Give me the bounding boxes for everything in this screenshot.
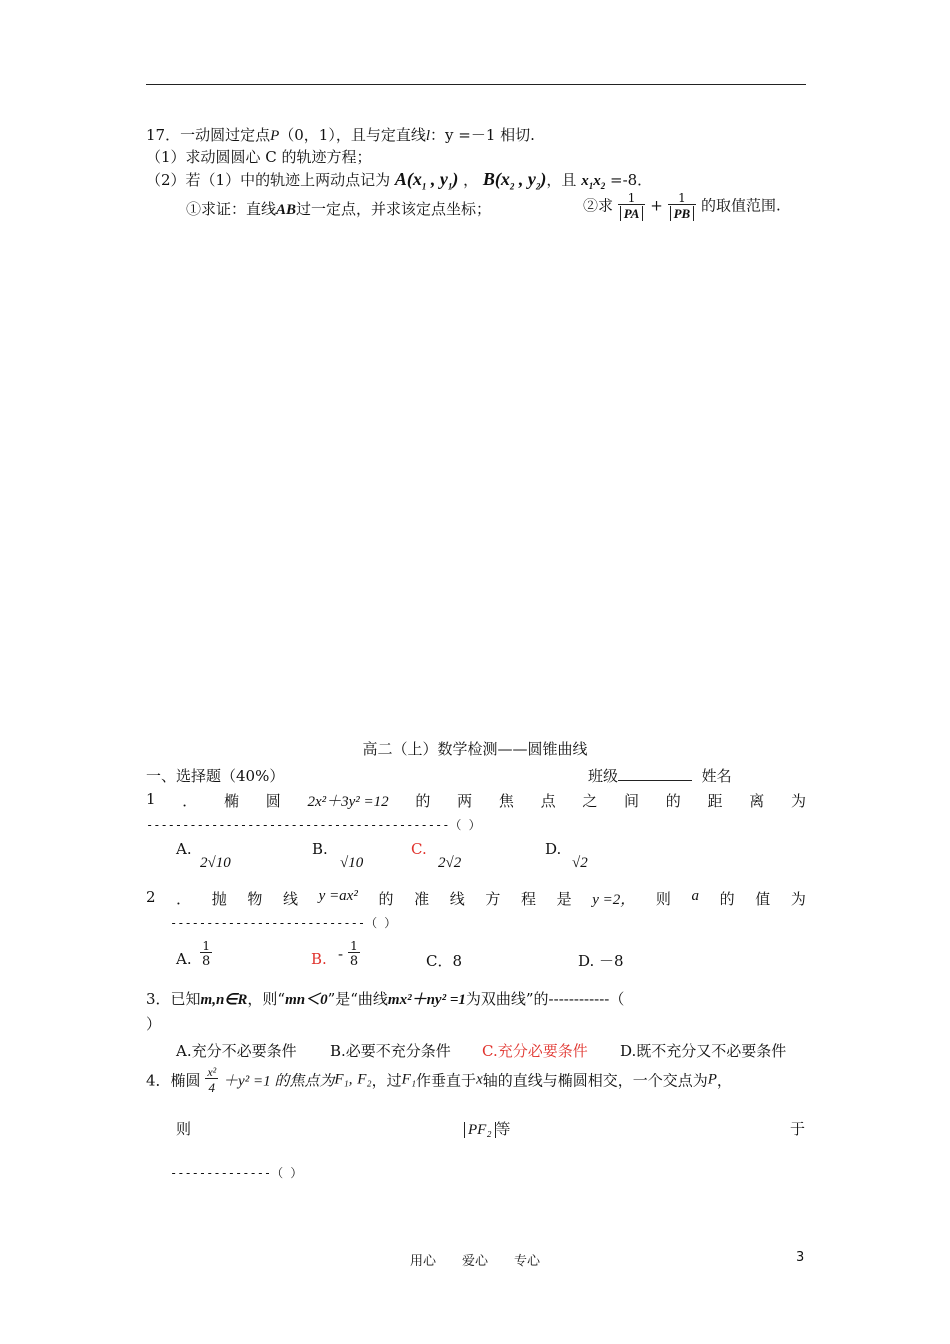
q1-option-d-value: √2 [572, 855, 588, 871]
q3-option-a[interactable]: A.充分不必要条件 [176, 1042, 297, 1060]
q3-stem: 3．已知m,n∈R，则“mn＜0”是“曲线mx²＋ny² =1为双曲线”的------------（ [146, 990, 625, 1008]
q17-frac-pa: $\frac{1}{PA}$ [618, 192, 646, 221]
q17-part2: （2）若（1）中的轨迹上两动点记为 $A(x_1$ , $y_1$) ， $B(x_2$ , $y_2$)，且 $x_1x_2 =-8$． [146, 169, 653, 192]
q1-option-a-value: 2√10 [200, 855, 231, 871]
q2-stem: 2 ． 抛 物 线 y =ax² 的 准 线 方 程 是 y =2， 则 a 的 值 为 [146, 888, 806, 908]
q4-pf2: PF₂ 等 [464, 1118, 511, 1139]
q3-condition: mn＜0 [285, 992, 328, 1008]
q17-part2-cond: ，且 [546, 171, 577, 189]
q17-part1: （1）求动圆圆心 C 的轨迹方程； [146, 148, 372, 166]
q3-curve: mx²＋ny² =1 [387, 992, 466, 1008]
class-blank[interactable] [618, 766, 692, 781]
section-heading: 一、选择题（40%） [146, 767, 285, 785]
q17-point-b: $B(x_2$ , $y_2$) [482, 169, 547, 192]
q4-pf2-value: PF₂ [464, 1122, 496, 1138]
q2-option-d[interactable]: D. －8 [578, 952, 624, 970]
q2-equation: y =ax² [318, 888, 358, 904]
header-rule [146, 84, 806, 85]
q17-part2-text: （2）若（1）中的轨迹上两动点记为 [146, 171, 391, 189]
q3-option-b[interactable]: B.必要不充分条件 [330, 1042, 451, 1060]
q1-option-a[interactable]: A. [176, 840, 192, 858]
q17-coords: （0，1），且与定直线 [279, 126, 426, 144]
q17-text-b: ：y =－1 相切. [430, 126, 535, 144]
q1-option-b-value: √10 [340, 855, 364, 871]
q17-point-a: $A(x_1$ , $y_1$) [394, 169, 459, 192]
q17-sub2-text-b: 的取值范围. [701, 196, 781, 215]
q2-option-b-value: - $\frac{1}{8}$ [338, 939, 359, 969]
q17-text: 17．一动圆过定点 [146, 126, 271, 144]
q3-option-c[interactable]: C.充分必要条件 [482, 1042, 588, 1060]
q3-close-paren: ） [146, 1015, 162, 1033]
q2-directrix: y =2， [592, 892, 636, 908]
test-title: 高二（上）数学检测——圆锥曲线 [362, 740, 588, 758]
name-label: 姓名 [701, 767, 732, 785]
page-number: 3 [796, 1250, 805, 1265]
q2-option-a[interactable]: A. [176, 950, 192, 968]
class-name-fields [588, 765, 732, 786]
q1-option-c[interactable]: C. [411, 840, 427, 858]
q4-yu: 于 [790, 1120, 806, 1138]
q17-line-ab: AB [276, 202, 297, 218]
q17-point-p: P [270, 128, 280, 144]
q17-sub2 [583, 192, 781, 221]
q17-sub1 [186, 198, 491, 219]
q2-answer-blank: ---------------------------（ ） [170, 916, 397, 930]
q4-stem: 4．椭圆 $\frac{\text{x²}}{4}$ ＋y² =1 的焦点为F₁, F₂，过F₁作垂直于x轴的直线与椭圆相交，一个交点为P， [146, 1065, 732, 1095]
q2-option-a-value: $\frac{1}{8}$ [202, 939, 211, 969]
q2-option-b[interactable]: B. [311, 950, 327, 968]
q1-option-c-value: 2√2 [438, 855, 462, 871]
class-label: 班级 [588, 767, 619, 785]
q1-answer-blank: ------------------------------------------（ ） [146, 818, 481, 832]
q17-line-l: l [425, 128, 431, 144]
q17-x1x2: $x_1x_2$ [581, 173, 606, 191]
q17-frac-pb: $\frac{1}{PB}$ [668, 192, 697, 221]
q17-plus: + [650, 196, 663, 215]
q1-stem: 1 ． 椭 圆 2x²＋3y² =12 的 两 焦 点 之 间 的 距 离 为 [146, 790, 806, 810]
footer-motto: 用心 爱心 专心 [409, 1254, 540, 1269]
q17-line1 [146, 124, 535, 145]
q4-ze: 则 [176, 1120, 192, 1138]
q3-mn: m,n∈R [200, 992, 248, 1008]
q17-sub2-text: ②求 [583, 196, 614, 215]
q1-option-d[interactable]: D. [545, 840, 562, 858]
q17-cond-value: =-8． [610, 171, 653, 189]
q4-answer-blank: --------------（ ） [170, 1166, 303, 1180]
q17-sub1-text: ①求证：直线 [186, 200, 277, 218]
q1-option-b[interactable]: B. [312, 840, 328, 858]
q2-option-c[interactable]: C．8 [426, 952, 463, 970]
q17-sub1-text-b: 过一定点，并求该定点坐标； [296, 200, 492, 218]
q3-option-d[interactable]: D.既不充分又不必要条件 [620, 1042, 787, 1060]
q1-equation: 2x²＋3y² =12 [307, 794, 389, 810]
